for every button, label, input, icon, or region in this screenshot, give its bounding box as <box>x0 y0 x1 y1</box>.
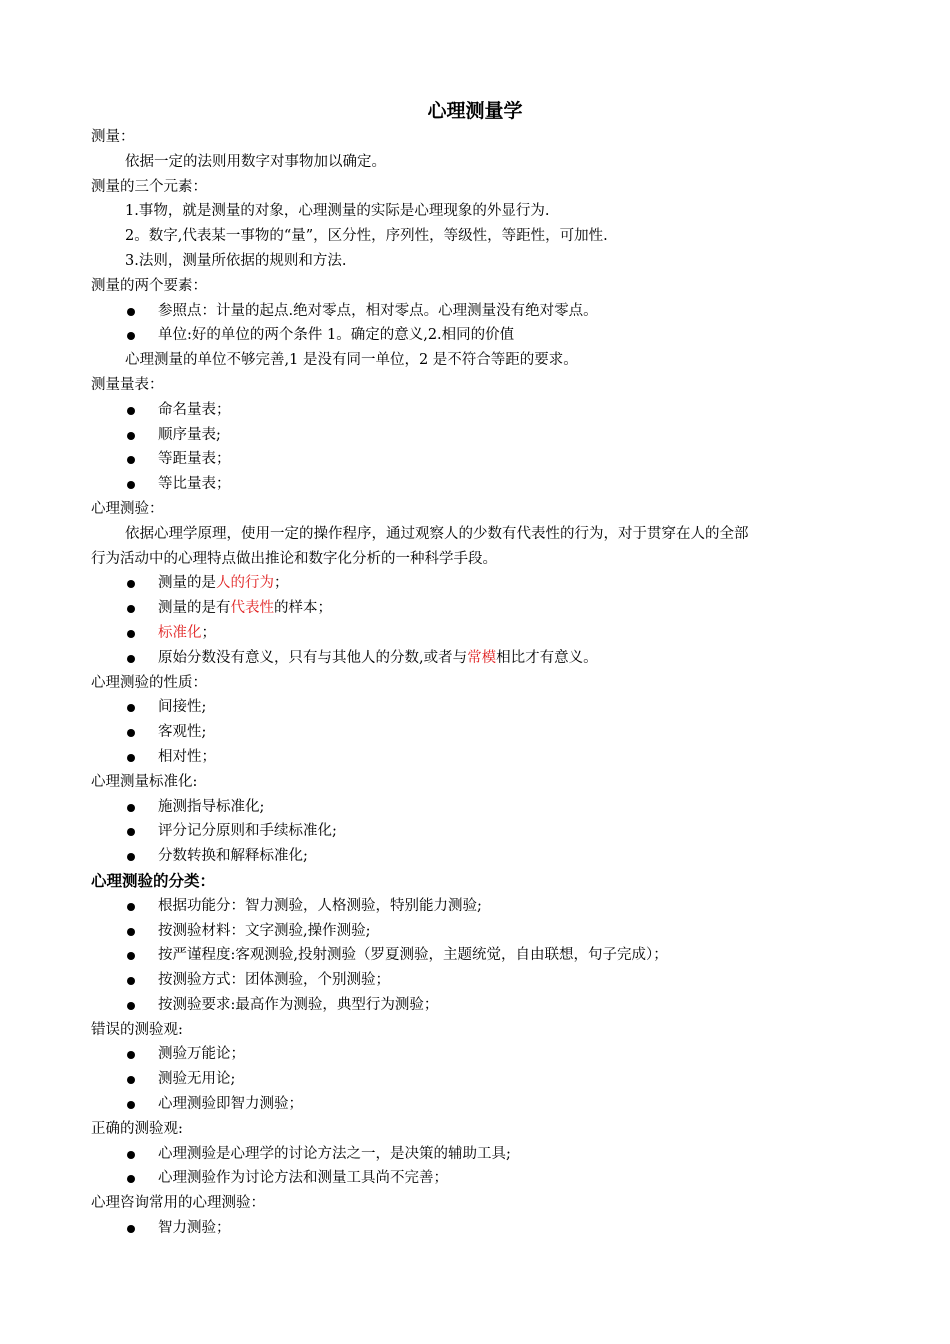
line-text: 客观性; <box>158 724 207 741</box>
line-text: 心理测验作为讨论方法和测量工具尚不完善； <box>158 1170 448 1187</box>
line-text: 心理测验即智力测验； <box>158 1096 303 1113</box>
bullet-icon <box>127 952 135 960</box>
list-item <box>91 943 871 968</box>
line-text: 测量的两个要素： <box>91 277 207 294</box>
text-run: 测量的是有 <box>158 600 231 617</box>
section-heading <box>91 770 871 795</box>
text-run: ； <box>274 575 289 592</box>
section-heading <box>91 373 871 398</box>
line-text: 按严谨程度:客观测验,投射测验（罗夏测验，主题统觉，自由联想，句子完成）； <box>158 947 668 964</box>
line-text: 命名量表； <box>158 401 231 418</box>
section-heading <box>91 175 871 200</box>
paragraph-line <box>91 547 871 572</box>
line-text: 按测验材料：文字测验,操作测验; <box>158 922 371 939</box>
document-title: 心理测量学 <box>427 100 523 122</box>
line-text: 等距量表； <box>158 451 231 468</box>
text-run: ； <box>201 624 216 641</box>
line-text: 等比量表； <box>158 476 231 493</box>
highlighted-term: 代表性 <box>230 600 274 617</box>
line-text: 测验万能论； <box>158 1046 245 1063</box>
line-text: 心理测量的单位不够完善,1 是没有同一单位，2 是不符合等距的要求。 <box>125 352 578 369</box>
bullet-icon <box>127 308 135 316</box>
line-text: 心理咨询常用的心理测验： <box>91 1195 265 1212</box>
line-text: 测量的三个元素： <box>91 178 207 195</box>
bullet-icon <box>127 1225 135 1233</box>
bullet-icon <box>127 481 135 489</box>
section-heading <box>91 497 871 522</box>
line-text: 心理测验： <box>91 500 164 517</box>
bullet-icon <box>127 1051 135 1059</box>
section-heading <box>91 274 871 299</box>
bullet-icon <box>127 903 135 911</box>
document-body <box>91 125 871 1241</box>
line-text: 相对性； <box>158 748 216 765</box>
bullet-icon <box>127 853 135 861</box>
list-item <box>91 695 871 720</box>
bullet-icon <box>127 828 135 836</box>
list-item <box>91 646 871 671</box>
list-item <box>91 472 871 497</box>
line-text: 按测验方式：团体测验，个别测验； <box>158 972 390 989</box>
highlighted-term: 常模 <box>467 649 497 666</box>
line-text: 顺序量表; <box>158 426 221 443</box>
line-text: 依据心理学原理，使用一定的操作程序，通过观察人的少数有代表性的行为，对于贯穿在人的全部 <box>125 525 749 542</box>
list-item <box>91 571 871 596</box>
highlighted-term: 标准化 <box>158 624 202 641</box>
line-text: 3.法则，测量所依据的规则和方法. <box>125 252 347 269</box>
bullet-icon <box>127 1151 135 1159</box>
bullet-icon <box>127 1076 135 1084</box>
bullet-icon <box>127 754 135 762</box>
paragraph-line <box>91 522 871 547</box>
bullet-icon <box>127 804 135 812</box>
line-text: 评分记分原则和手续标准化; <box>158 823 337 840</box>
list-item <box>91 745 871 770</box>
section-heading <box>91 1191 871 1216</box>
bullet-icon <box>127 456 135 464</box>
text-run: 的样本； <box>274 600 332 617</box>
list-item <box>91 621 871 646</box>
paragraph-line <box>91 224 871 249</box>
line-text: 分数转换和解释标准化; <box>158 848 308 865</box>
list-item <box>91 720 871 745</box>
list-item <box>91 1092 871 1117</box>
line-text: 间接性; <box>158 699 207 716</box>
list-item <box>91 795 871 820</box>
line-text: 按测验要求:最高作为测验，典型行为测验； <box>158 996 439 1013</box>
line-text: 单位:好的单位的两个条件 1。确定的意义,2.相同的价值 <box>158 327 515 344</box>
bullet-icon <box>127 977 135 985</box>
line-text: 测量量表： <box>91 376 164 393</box>
highlighted-term: 人的行为 <box>216 575 274 592</box>
line-text: 施测指导标准化; <box>158 798 265 815</box>
list-item <box>91 993 871 1018</box>
list-item <box>91 1216 871 1241</box>
list-item <box>91 819 871 844</box>
bullet-icon <box>127 1175 135 1183</box>
line-text: 心理测验的分类： <box>91 871 216 890</box>
list-item <box>91 447 871 472</box>
bullet-icon <box>127 729 135 737</box>
paragraph-line <box>91 199 871 224</box>
bullet-icon <box>127 432 135 440</box>
line-text: 错误的测验观: <box>91 1021 183 1038</box>
list-item <box>91 1042 871 1067</box>
text-run: 测量的是 <box>158 575 216 592</box>
list-item <box>91 423 871 448</box>
bullet-icon <box>127 332 135 340</box>
line-text: 测量： <box>91 129 135 145</box>
bullet-icon <box>127 928 135 936</box>
paragraph-line <box>91 348 871 373</box>
text-run: 原始分数没有意义，只有与其他人的分数,或者与 <box>158 649 468 666</box>
line-text: 依据一定的法则用数字对事物加以确定。 <box>125 153 386 170</box>
line-text: 根据功能分：智力测验，人格测验，特别能力测验; <box>158 897 482 914</box>
bullet-icon <box>127 407 135 415</box>
bullet-icon <box>127 1002 135 1010</box>
paragraph-line <box>91 249 871 274</box>
list-item <box>91 919 871 944</box>
list-item <box>91 844 871 869</box>
list-item <box>91 1067 871 1092</box>
line-text: 参照点：计量的起点.绝对零点，相对零点。心理测量没有绝对零点。 <box>158 302 598 319</box>
list-item <box>91 1142 871 1167</box>
bullet-icon <box>127 704 135 712</box>
list-item <box>91 299 871 324</box>
list-item <box>91 398 871 423</box>
text-run: 相比才有意义。 <box>496 649 598 666</box>
list-item <box>91 1166 871 1191</box>
bullet-icon <box>127 630 135 638</box>
section-heading <box>91 125 871 150</box>
bullet-icon <box>127 580 135 588</box>
list-item <box>91 968 871 993</box>
list-item <box>91 323 871 348</box>
line-text: 心理测量标准化: <box>91 773 198 790</box>
line-text: 行为活动中的心理特点做出推论和数字化分析的一种科学手段。 <box>91 550 497 567</box>
line-text: 心理测验是心理学的讨论方法之一，是决策的辅助工具; <box>158 1145 511 1162</box>
line-text: 智力测验； <box>158 1220 231 1237</box>
section-heading-bold <box>91 869 871 894</box>
paragraph-line <box>91 150 871 175</box>
line-text: 测验无用论; <box>158 1071 236 1088</box>
section-heading <box>91 671 871 696</box>
line-text: 1.事物，就是测量的对象，心理测量的实际是心理现象的外显行为. <box>125 203 550 220</box>
bullet-icon <box>127 1101 135 1109</box>
section-heading <box>91 1117 871 1142</box>
list-item <box>91 596 871 621</box>
bullet-icon <box>127 605 135 613</box>
section-heading <box>91 1018 871 1043</box>
line-text: 2。数字,代表某一事物的“量”，区分性，序列性，等级性，等距性，可加性. <box>125 228 608 245</box>
list-item <box>91 894 871 919</box>
bullet-icon <box>127 655 135 663</box>
line-text: 心理测验的性质： <box>91 674 207 691</box>
line-text: 正确的测验观: <box>91 1120 183 1137</box>
